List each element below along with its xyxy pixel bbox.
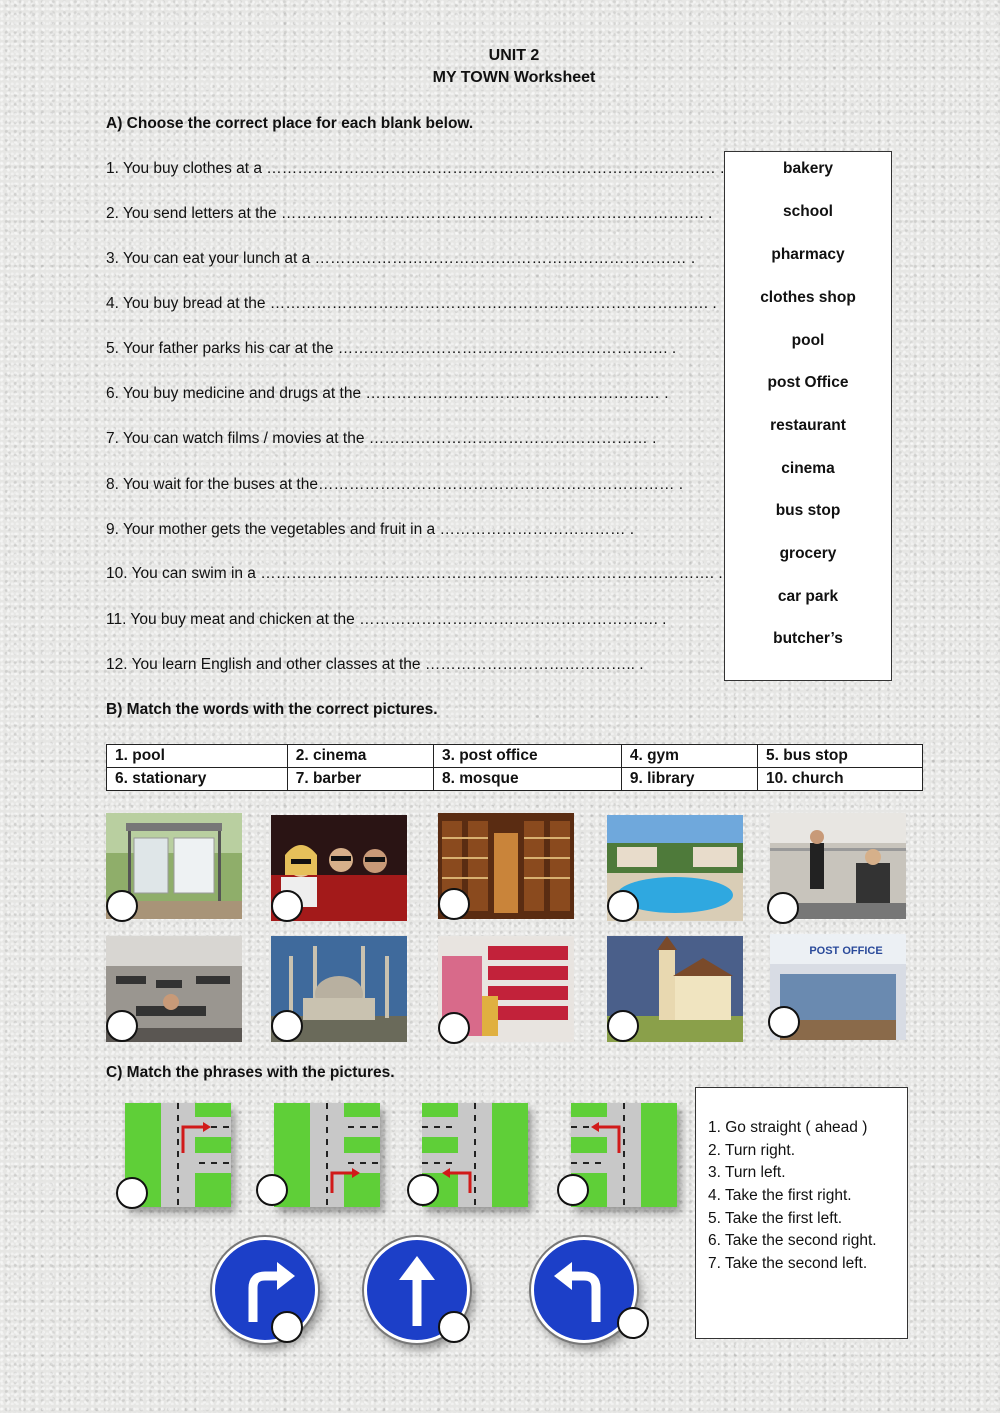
word-bank-item: grocery [779, 545, 837, 562]
sentence-10: 10. You can swim in a ……………………………………………………………………………. . [106, 565, 723, 582]
section-a-heading: A) Choose the correct place for each blank below. [106, 115, 474, 132]
table-cell: 6. stationary [107, 768, 288, 791]
section-c-heading: C) Match the phrases with the pictures. [106, 1064, 395, 1081]
table-cell: 8. mosque [433, 768, 621, 791]
answer-circle[interactable] [106, 1010, 138, 1042]
phrase-item: 2. Turn right. [708, 1142, 796, 1159]
sentence-3: 3. You can eat your lunch at a ……………………………………………………………… . [106, 250, 696, 267]
phrase-item: 7. Take the second left. [708, 1255, 868, 1272]
answer-circle[interactable] [557, 1174, 589, 1206]
sentence-8: 8. You wait for the buses at the…………………………………………………………… . [106, 476, 684, 493]
sentence-4: 4. You buy bread at the …………………………………………………………………………. . [106, 295, 717, 312]
sentence-6: 6. You buy medicine and drugs at the ………………………………………………… . [106, 385, 669, 402]
match-words-table [106, 744, 923, 791]
word-bank-item: car park [777, 588, 839, 605]
phrase-box [695, 1087, 908, 1339]
answer-circle[interactable] [767, 892, 799, 924]
page-title: MY TOWN Worksheet [432, 69, 596, 86]
answer-circle[interactable] [407, 1174, 439, 1206]
word-bank-item: school [783, 203, 833, 220]
answer-circle[interactable] [106, 890, 138, 922]
answer-circle[interactable] [768, 1006, 800, 1038]
road-map-2 [274, 1103, 380, 1207]
table-row [107, 768, 923, 791]
table-cell: 3. post office [433, 745, 621, 768]
word-bank [724, 151, 892, 681]
phrase-item: 4. Take the first right. [708, 1187, 852, 1204]
table-cell: 5. bus stop [758, 745, 923, 768]
phrase-item: 1. Go straight ( ahead ) [708, 1119, 868, 1136]
phrase-item: 6. Take the second right. [708, 1232, 877, 1249]
word-bank-item: clothes shop [760, 289, 856, 306]
word-bank-item: butcher’s [773, 630, 843, 647]
answer-circle[interactable] [271, 890, 303, 922]
answer-circle[interactable] [607, 890, 639, 922]
answer-circle[interactable] [116, 1177, 148, 1209]
sentence-12: 12. You learn English and other classes at the ………………………………….. . [106, 656, 644, 673]
sentence-5: 5. Your father parks his car at the ………………………………………………………. . [106, 340, 677, 357]
sentence-2: 2. You send letters at the ………………………………………………………………………. . [106, 205, 713, 222]
section-b-heading: B) Match the words with the correct pictures. [106, 701, 438, 718]
word-bank-item: cinema [781, 460, 835, 477]
word-bank-item: pool [791, 332, 825, 349]
sentence-9: 9. Your mother gets the vegetables and fruit in a ……………………………… . [106, 521, 635, 538]
post-office-sign: POST OFFICE [809, 945, 883, 957]
answer-circle[interactable] [256, 1174, 288, 1206]
word-bank-item: restaurant [770, 417, 846, 434]
word-bank-item: pharmacy [771, 246, 845, 263]
answer-circle[interactable] [438, 1311, 470, 1343]
table-cell: 10. church [758, 768, 923, 791]
answer-circle[interactable] [271, 1311, 303, 1343]
table-cell: 7. barber [287, 768, 433, 791]
table-cell: 1. pool [107, 745, 288, 768]
answer-circle[interactable] [271, 1010, 303, 1042]
answer-circle[interactable] [617, 1307, 649, 1339]
word-bank-item: post Office [767, 374, 849, 391]
table-cell: 4. gym [621, 745, 757, 768]
table-row [107, 745, 923, 768]
word-bank-item: bakery [783, 160, 833, 177]
table-cell: 9. library [621, 768, 757, 791]
answer-circle[interactable] [438, 888, 470, 920]
answer-circle[interactable] [438, 1012, 470, 1044]
table-cell: 2. cinema [287, 745, 433, 768]
sentence-7: 7. You can watch films / movies at the ……………………………………………… . [106, 430, 657, 447]
sentence-1: 1. You buy clothes at a …………………………………………………………………………… . [106, 160, 725, 177]
phrase-item: 5. Take the first left. [708, 1210, 843, 1227]
sentence-11: 11. You buy meat and chicken at the …………………………………………………. . [106, 611, 667, 628]
word-bank-item: bus stop [775, 502, 841, 519]
answer-circle[interactable] [607, 1010, 639, 1042]
unit-label: UNIT 2 [488, 47, 540, 64]
phrase-item: 3. Turn left. [708, 1164, 786, 1181]
